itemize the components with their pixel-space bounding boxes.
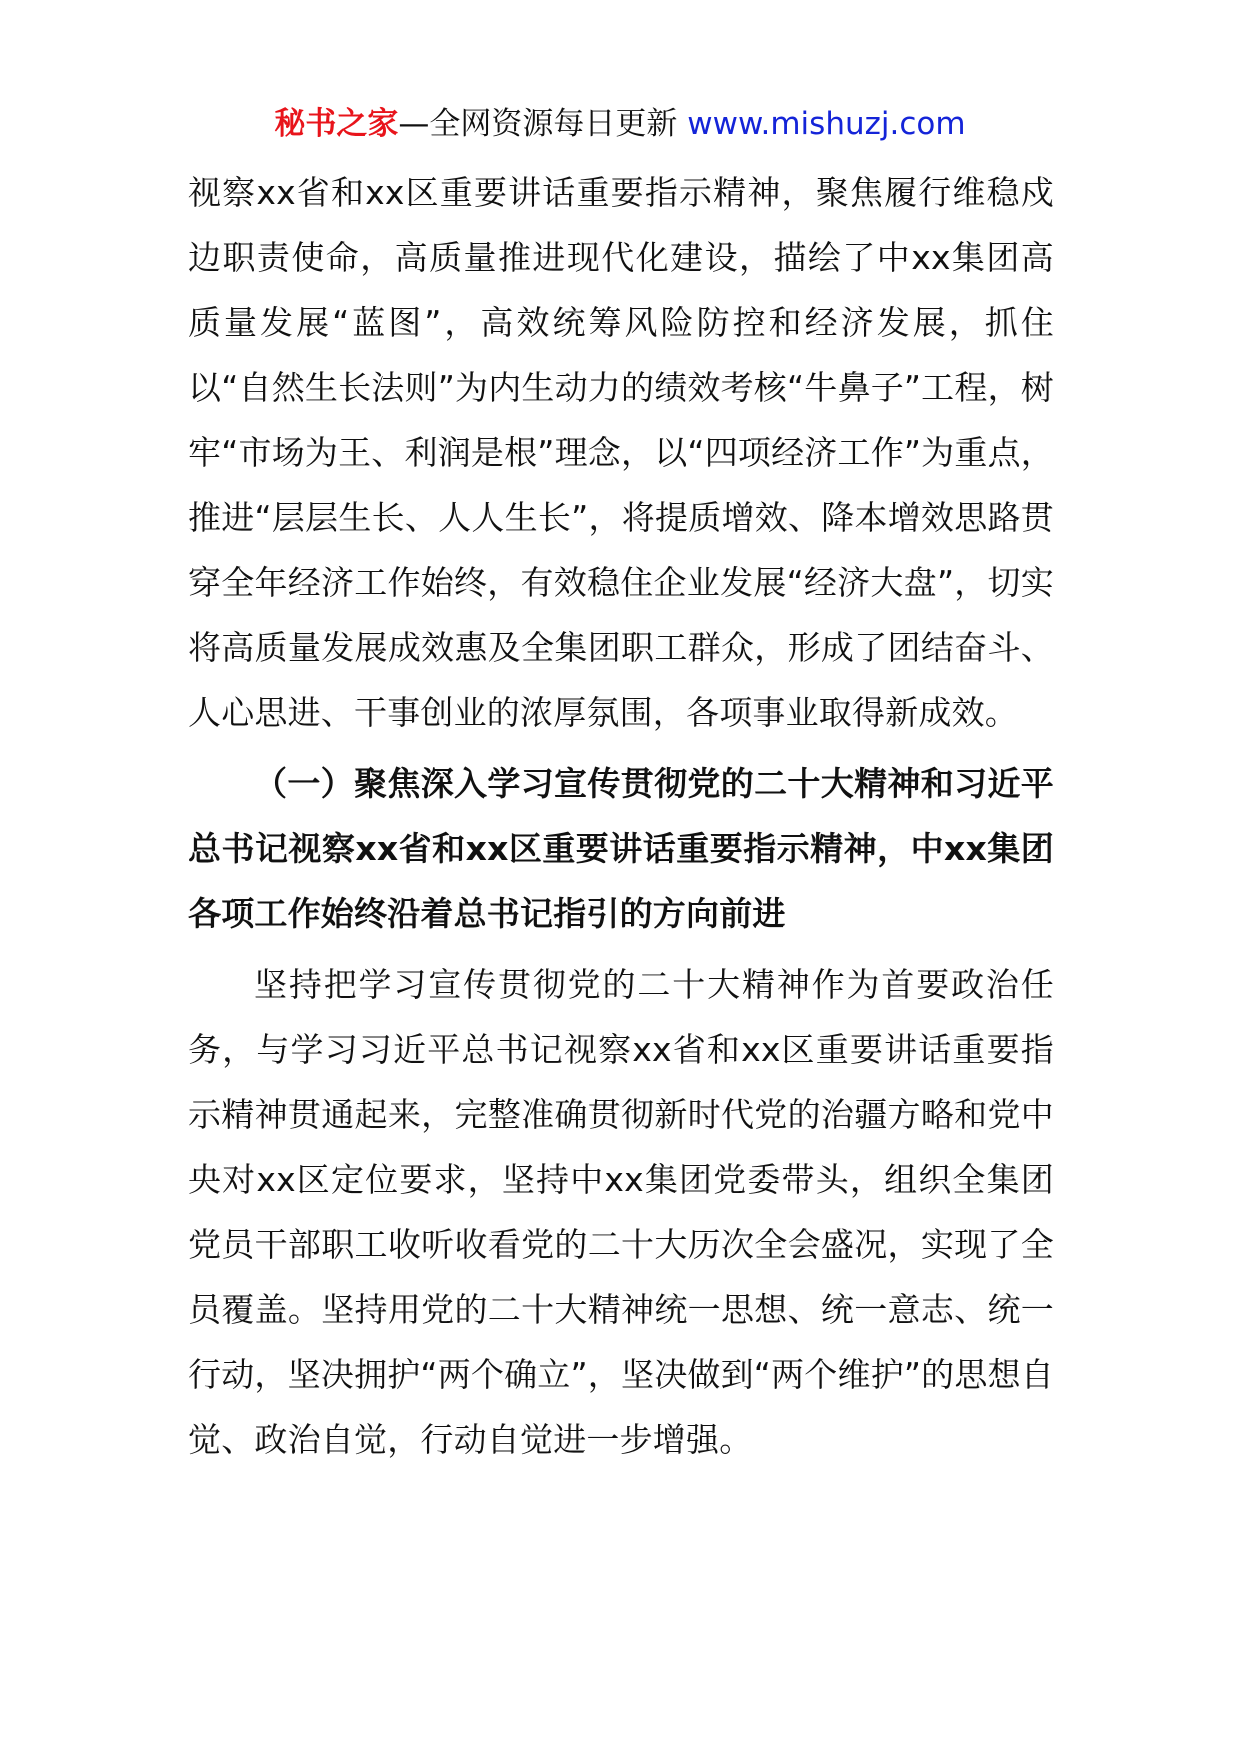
body-paragraph: 坚持把学习宣传贯彻党的二十大精神作为首要政治任务，与学习习近平总书记视察xx省和xx区重要讲话重要指示精神贯通起来，完整准确贯彻新时代党的治疆方略和党中央对xx区定位要求，坚持中xx集团党委带头，组织全集团党员干部职工收听收看党的二十大历次全会盛况，实现了全员覆盖。坚持用党的二十大精神统一思想、统一意志、统一行动，坚决拥护“两个确立”，坚决做到“两个维护”的思想自觉、政治自觉，行动自觉进一步增强。 (188, 965, 1054, 1459)
site-url-link[interactable]: www.mishuzj.com (687, 106, 966, 142)
document-body (188, 160, 1054, 1472)
site-header (0, 102, 1240, 146)
body-paragraph: 视察xx省和xx区重要讲话重要指示精神，聚焦履行维稳戍边职责使命，高质量推进现代化建设，描绘了中xx集团高质量发展“蓝图”，高效统筹风险防控和经济发展，抓住以“自然生长法则”为内生动力的绩效考核“牛鼻子”工程，树牢“市场为王、利润是根”理念，以“四项经济工作”为重点，推进“层层生长、人人生长”，将提质增效、降本增效思路贯穿全年经济工作始终，有效稳住企业发展“经济大盘”，切实将高质量发展成效惠及全集团职工群众，形成了团结奋斗、人心思进、干事创业的浓厚氛围，各项事业取得新成效。 (188, 173, 1054, 732)
site-brand: 秘书之家 (274, 106, 399, 142)
section-heading: （一）聚焦深入学习宣传贯彻党的二十大精神和习近平总书记视察xx省和xx区重要讲话重要指示精神，中xx集团各项工作始终沿着总书记指引的方向前进 (188, 764, 1054, 933)
site-tagline: —全网资源每日更新 (398, 106, 678, 142)
